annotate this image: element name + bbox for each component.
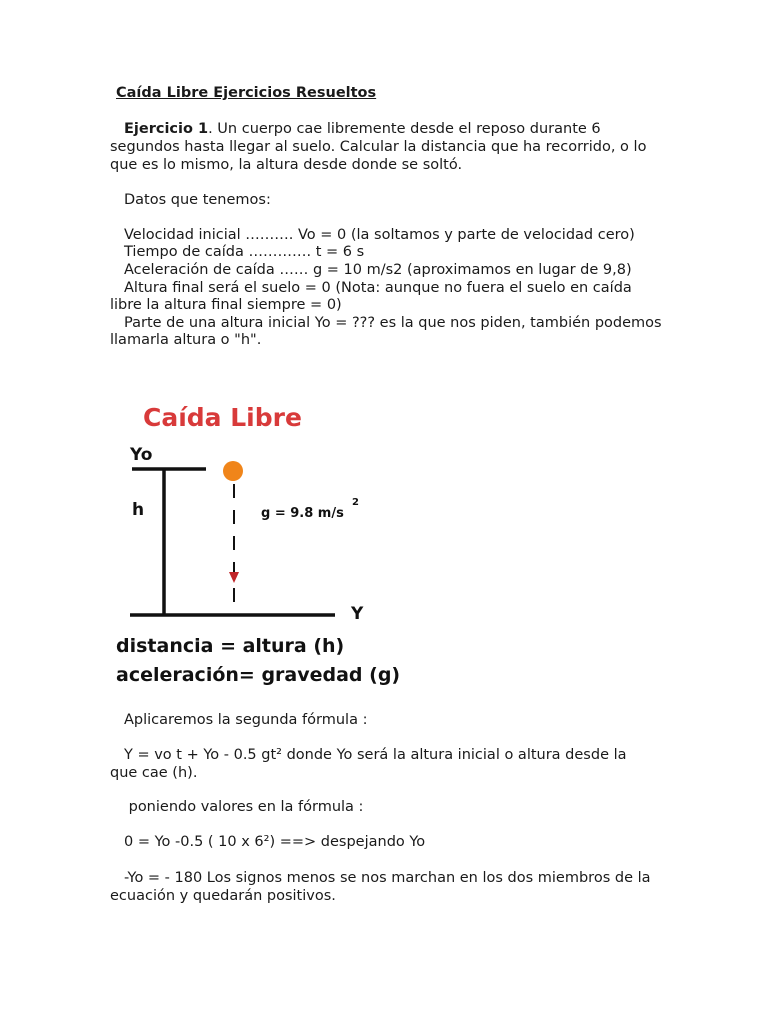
- page-title: Caída Libre Ejercicios Resueltos: [116, 85, 377, 101]
- exercise-line-3: que es lo mismo, la altura desde donde se soltó.: [110, 157, 463, 173]
- exercise-label: Ejercicio 1: [124, 121, 209, 137]
- free-fall-diagram: [110, 392, 400, 692]
- solution-line-4: poniendo valores en la fórmula :: [124, 799, 364, 815]
- exercise-line-1: [110, 121, 710, 139]
- solution-line-6: -Yo = - 180 Los signos menos se nos marchan en los dos miembros de la: [124, 870, 651, 886]
- solution-line-2: Y = vo t + Yo - 0.5 gt² donde Yo será la altura inicial o altura desde la: [124, 747, 627, 763]
- caption-aceleracion: aceleración= gravedad (g): [116, 664, 400, 686]
- free-fall-diagram-svg: [110, 392, 400, 692]
- diagram-title: Caída Libre: [143, 403, 302, 432]
- datos-line-5: libre la altura final siempre = 0): [110, 297, 342, 313]
- falling-ball: [223, 461, 243, 481]
- label-h: h: [132, 500, 145, 520]
- caption-distancia: distancia = altura (h): [116, 635, 345, 657]
- solution-line-3: que cae (h).: [110, 765, 198, 781]
- gravity-label: g = 9.8 m/s: [261, 506, 344, 521]
- label-y: Y: [351, 604, 364, 624]
- label-yo: Yo: [130, 445, 153, 465]
- datos-line-1: Velocidad inicial ………. Vo = 0 (la soltamos y parte de velocidad cero): [124, 227, 635, 243]
- solution-line-7: ecuación y quedarán positivos.: [110, 888, 336, 904]
- datos-line-3: Aceleración de caída …… g = 10 m/s2 (aproximamos en lugar de 9,8): [124, 262, 632, 278]
- datos-line-7: llamarla altura o "h".: [110, 332, 262, 348]
- datos-line-4: Altura final será el suelo = 0 (Nota: aunque no fuera el suelo en caída: [124, 280, 632, 296]
- solution-line-5: 0 = Yo -0.5 ( 10 x 6²) ==> despejando Yo: [124, 834, 426, 850]
- gravity-arrow: [229, 572, 239, 583]
- exercise-text: . Un cuerpo cae libremente desde el reposo durante 6: [208, 121, 601, 137]
- solution-line-1: Aplicaremos la segunda fórmula :: [124, 712, 368, 728]
- datos-line-6: Parte de una altura inicial Yo = ??? es la que nos piden, también podemos: [124, 315, 662, 331]
- gravity-exponent: 2: [352, 497, 359, 508]
- datos-heading: Datos que tenemos:: [124, 192, 271, 208]
- datos-line-2: Tiempo de caída …………. t = 6 s: [124, 244, 365, 260]
- exercise-line-2: segundos hasta llegar al suelo. Calcular la distancia que ha recorrido, o lo: [110, 139, 647, 155]
